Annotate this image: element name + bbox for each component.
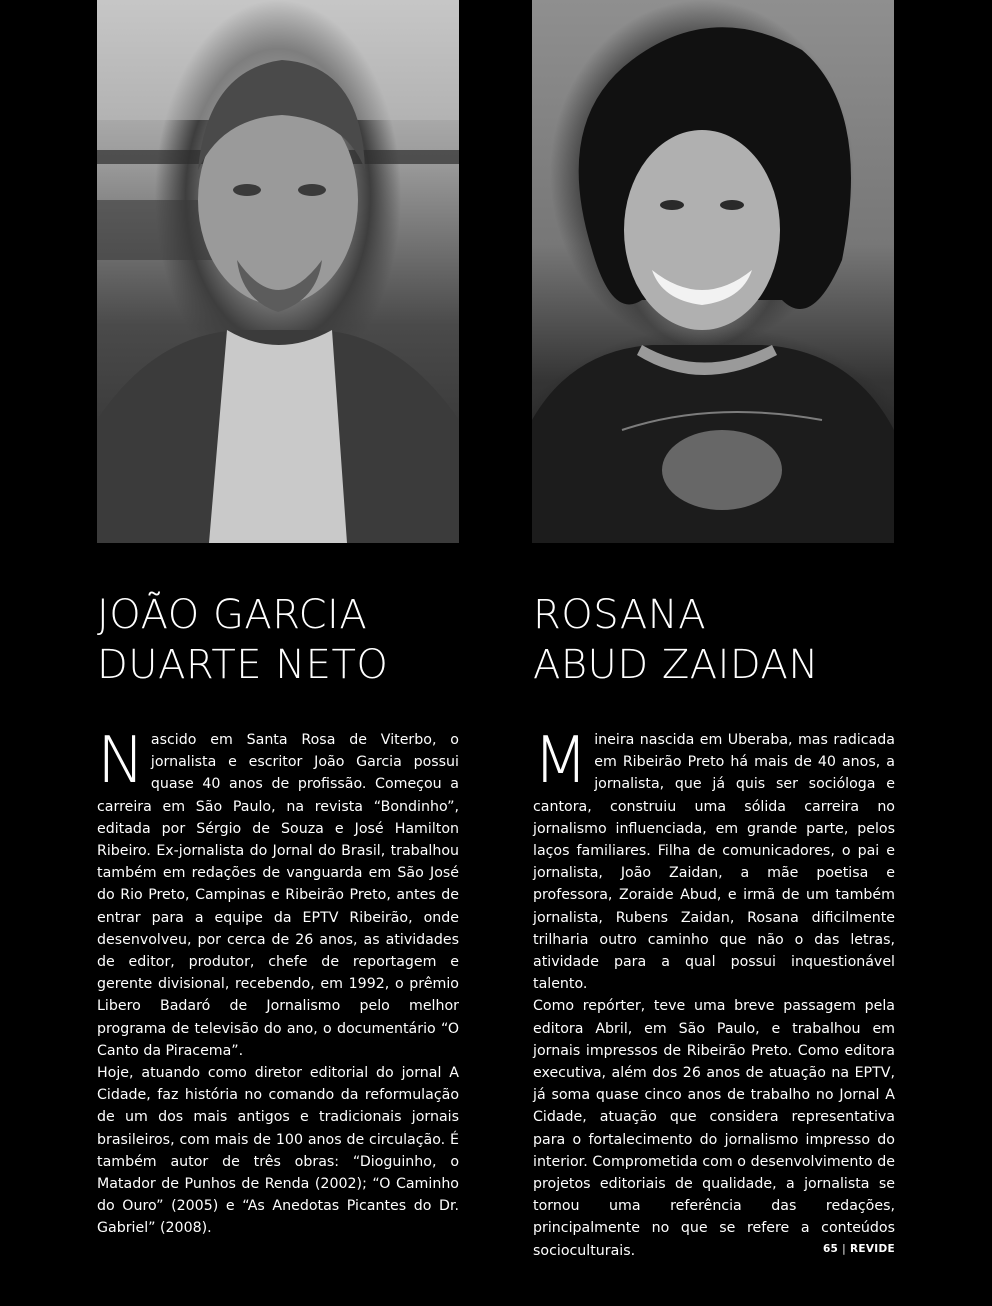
bio-paragraph: Hoje, atuando como diretor editorial do jornal A Cidade, faz história no comando da reformulação de um dos mais antigos e tradicionais jornais brasileiros, com mais de 100 anos de circulação. É também autor de três obras: “Dioguinho, o Matador de Punhos de Renda (2002); “O Caminho do Ouro” (2005) e “As Anedotas Picantes do Dr. Gabriel” (2008). bbox=[97, 1065, 459, 1237]
bio-paragraph bbox=[97, 724, 459, 1062]
footer-separator: | bbox=[842, 1243, 847, 1255]
profile-name-line: ROSANA bbox=[533, 592, 707, 638]
portrait-woman-illustration bbox=[532, 0, 894, 543]
bio-text: ascido em Santa Rosa de Viterbo, o jornalista e escritor João Garcia possui quase 40 anos de profissão. Começou a carreira em São Paulo, na revista “Bondinho”, editada por Sérgio de Souza e José Hamilton Ribeiro. Ex-jornalista do Jornal do Brasil, trabalhou também em redações de vanguarda em São José do Rio Preto, Campinas e Ribeirão Preto, antes de entrar para a equipe da EPTV Ribeirão, onde desenvolveu, por cerca de 26 anos, as atividades de editor, produtor, chefe de reportagem e gerente divisional, recebendo, em 1992, o prêmio Libero Badaró de Jornalismo pelo melhor programa de televisão do ano, o documentário “O Canto da Piracema”. bbox=[97, 732, 459, 1059]
portrait-man-illustration bbox=[97, 0, 459, 543]
portrait-photo-joao-garcia bbox=[97, 0, 459, 543]
magazine-name: REVIDE bbox=[850, 1243, 895, 1255]
profile-name-joao-garcia bbox=[97, 590, 477, 690]
portrait-photo-rosana-abud bbox=[532, 0, 894, 543]
page-footer bbox=[823, 1243, 895, 1255]
bio-text: ineira nascida em Uberaba, mas radicada em Ribeirão Preto há mais de 40 anos, a jornalista, que já quis ser socióloga e cantora, construiu uma sólida carreira no jornalismo influenciada, em grande parte, pelos laços familiares. Filha de comunicadores, o pai e jornalista, João Zaidan, a mãe poetisa e professora, Zoraide Abud, e irmã de um também jornalista, Rubens Zaidan, Rosana dificilmente trilharia outro caminho que não o das letras, atividade para a qual possui inquestionável talento. bbox=[533, 732, 895, 993]
drop-cap: M bbox=[533, 724, 589, 798]
profile-name-line: ABUD ZAIDAN bbox=[533, 642, 819, 688]
profile-name-line: JOÃO GARCIA bbox=[97, 592, 368, 638]
drop-cap: N bbox=[97, 724, 145, 798]
profile-name-line: DUARTE NETO bbox=[97, 642, 389, 688]
bio-rosana-abud bbox=[533, 724, 895, 1262]
profile-name-rosana-abud bbox=[533, 590, 913, 690]
bio-joao-garcia bbox=[97, 724, 459, 1240]
bio-paragraph: Como repórter, teve uma breve passagem pela editora Abril, em São Paulo, e trabalhou em jornais impressos de Ribeirão Preto. Como editora executiva, além dos 26 anos de atuação na EPTV, já soma quase cinco anos de trabalho no Jornal A Cidade, atuação que considera representativa para o fortalecimento do jornalismo impresso do interior. Comprometida com o desenvolvimento de projetos editoriais de qualidade, a jornalista se tornou uma referência das redações, principalmente no que se refere a conteúdos socioculturais. bbox=[533, 998, 895, 1259]
page-number: 65 bbox=[822, 1243, 839, 1255]
bio-paragraph bbox=[533, 724, 895, 995]
